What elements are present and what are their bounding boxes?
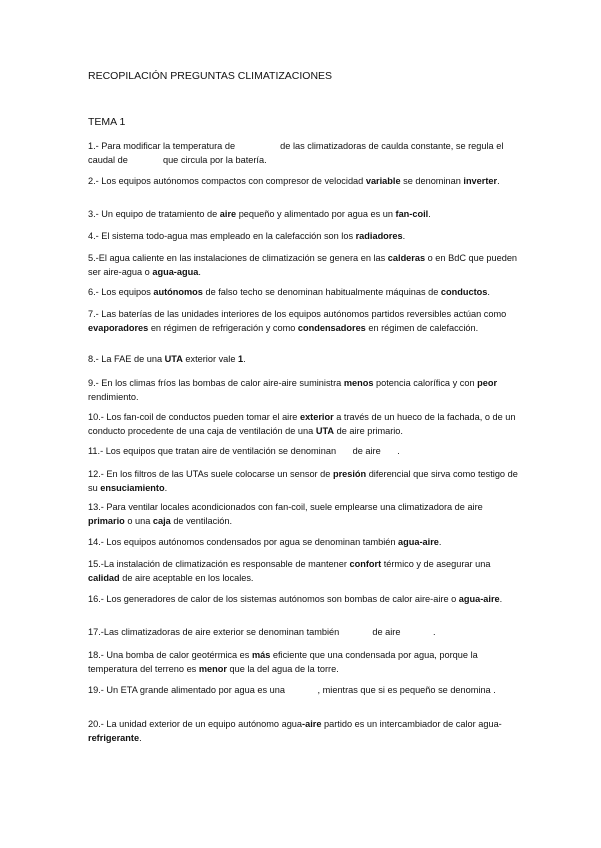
answer-bold: presión <box>332 469 367 479</box>
answer-bold: menos <box>343 378 374 388</box>
answer-bold: agua-aire <box>458 594 500 604</box>
question-item <box>88 175 518 189</box>
question-item <box>88 649 518 676</box>
answer-bold: conductos <box>440 287 488 297</box>
question-text: . <box>397 446 400 456</box>
question-text: 17.-Las climatizadoras de aire exterior se denominan también <box>88 627 342 637</box>
answer-bold: autónomos <box>153 287 203 297</box>
question-text: eficiente que una condensada por agua, porque la temperatura del terreno es <box>88 650 478 674</box>
question-text: 18.- Una bomba de calor geotérmica es <box>88 650 252 660</box>
answer-bold: condensadores <box>297 322 366 333</box>
question-item <box>88 593 518 607</box>
question-text: pequeño y alimentado por agua es un <box>236 209 396 219</box>
question-text: 14.- Los equipos autónomos condensados por agua se denominan también <box>88 537 399 547</box>
answer-bold: UTA <box>315 425 335 436</box>
answer-bold: evaporadores <box>88 322 149 333</box>
question-item <box>88 140 518 167</box>
question-text: 3.- Un equipo de tratamiento de <box>88 209 220 219</box>
question-text: o en BdC que pueden ser aire-agua o <box>88 253 518 277</box>
answer-bold: primario <box>88 515 125 526</box>
question-text: 12.- En los filtros de las UTAs suele colocarse un sensor de <box>88 469 333 479</box>
question-text: . <box>438 537 442 547</box>
answer-bold: peor <box>477 378 498 388</box>
question-text: de ventilación. <box>170 515 233 526</box>
question-text: 8.- La FAE de una <box>88 354 165 364</box>
question-text: 5.-El agua caliente en las instalaciones de climatización se genera en las <box>88 253 388 263</box>
question-item <box>88 468 518 495</box>
question-item <box>88 501 518 528</box>
question-item <box>88 626 518 640</box>
question-item <box>88 353 518 367</box>
question-item <box>88 208 518 222</box>
question-text: 7.- Las baterías de las unidades interiores de los equipos autónomos partidos reversibles actúan como <box>88 309 507 319</box>
answer-bold: menor <box>198 663 227 674</box>
answer-bold: más <box>251 650 271 660</box>
answer-bold: exterior <box>299 412 334 422</box>
answer-bold: aire <box>219 209 237 219</box>
answer-bold: variable <box>365 176 401 186</box>
question-item <box>88 445 518 459</box>
answer-bold: agua-agua <box>152 266 199 277</box>
question-text: . <box>198 266 201 277</box>
answer-bold: agua-aire <box>398 537 439 547</box>
question-text: 19.- Un ETA grande alimentado por agua es una <box>88 685 288 695</box>
answer-bold: 1 <box>237 354 244 364</box>
question-text: . <box>487 287 490 297</box>
question-text: de aire <box>369 627 404 637</box>
answer-bold: fan-coil <box>395 209 429 219</box>
question-text: partido es un intercambiador de calor agua- <box>321 719 502 729</box>
question-item <box>88 536 518 550</box>
question-item <box>88 558 518 585</box>
question-text: . <box>499 594 503 604</box>
question-text: 2.- Los equipos autónomos compactos con compresor de velocidad <box>88 176 366 186</box>
question-text: , mientras que si es pequeño se denomina . <box>317 685 496 695</box>
question-text: de falso techo se denominan habitualmente máquinas de <box>202 287 441 297</box>
question-text: a través de un hueco de la fachada, o de un conducto procedente de una caja de ventilación de una <box>88 412 516 436</box>
question-item <box>88 252 518 279</box>
question-text: en régimen de refrigeración y como <box>148 322 298 333</box>
question-text: rendimiento. <box>88 391 139 402</box>
section-heading: TEMA 1 <box>88 116 126 128</box>
question-text: que circula por la batería. <box>160 154 267 165</box>
question-text: de aire <box>352 446 384 456</box>
answer-bold: caja <box>152 515 171 526</box>
question-text: . <box>139 732 142 743</box>
question-item <box>88 286 518 300</box>
question-text: . <box>433 627 436 637</box>
question-text: de aire primario. <box>334 425 403 436</box>
question-text: potencia calorífica y con <box>373 378 478 388</box>
question-text: térmico y de asegurar una <box>381 559 491 569</box>
answer-bold: -aire <box>302 719 322 729</box>
answer-bold: radiadores <box>355 231 403 241</box>
question-text: . <box>164 482 168 493</box>
question-item <box>88 308 518 335</box>
question-text: . <box>243 354 246 364</box>
question-text: en régimen de calefacción. <box>365 322 479 333</box>
question-text: 15.-La instalación de climatización es responsable de mantener <box>88 559 350 569</box>
question-item <box>88 230 518 244</box>
question-text: 6.- Los equipos <box>88 287 154 297</box>
question-text: 20.- La unidad exterior de un equipo autónomo agua <box>88 719 303 729</box>
question-text: . <box>497 176 500 186</box>
question-text: 4.- El sistema todo-agua mas empleado en la calefacción son los <box>88 231 356 241</box>
answer-bold: calderas <box>387 253 426 263</box>
question-text: de aire aceptable en los locales. <box>119 572 254 583</box>
answer-bold: inverter <box>463 176 498 186</box>
question-text: de las climatizadoras de caulda constante, se regula el caudal de <box>88 141 504 165</box>
question-text: . <box>428 209 431 219</box>
question-text: exterior vale <box>182 354 238 364</box>
question-text: o una <box>124 515 153 526</box>
answer-bold: UTA <box>164 354 183 364</box>
question-item <box>88 377 518 404</box>
question-text: diferencial que sirva como testigo de su <box>88 469 518 493</box>
question-text: se denominan <box>400 176 464 186</box>
question-text: 9.- En los climas fríos las bombas de calor aire-aire suministra <box>88 378 344 388</box>
question-item <box>88 684 518 698</box>
question-text: 16.- Los generadores de calor de los sistemas autónomos son bombas de calor aire-aire o <box>88 594 459 604</box>
answer-bold: ensuciamiento <box>100 482 165 493</box>
question-item <box>88 718 518 745</box>
question-text: 11.- Los equipos que tratan aire de ventilación se denominan <box>88 446 339 456</box>
question-text: que la del agua de la torre. <box>226 663 339 674</box>
answer-bold: confort <box>349 559 382 569</box>
question-text: 13.- Para ventilar locales acondicionados con fan-coil, suele emplearse una climatizadora de aire <box>88 502 483 512</box>
question-text: 10.- Los fan-coil de conductos pueden tomar el aire <box>88 412 300 422</box>
document-title: RECOPILACIÓN PREGUNTAS CLIMATIZACIONES <box>88 70 333 82</box>
answer-bold: refrigerante <box>88 732 140 743</box>
question-text: 1.- Para modificar la temperatura de <box>88 141 238 151</box>
question-text: . <box>402 231 406 241</box>
answer-bold: calidad <box>88 572 120 583</box>
question-item <box>88 411 518 438</box>
